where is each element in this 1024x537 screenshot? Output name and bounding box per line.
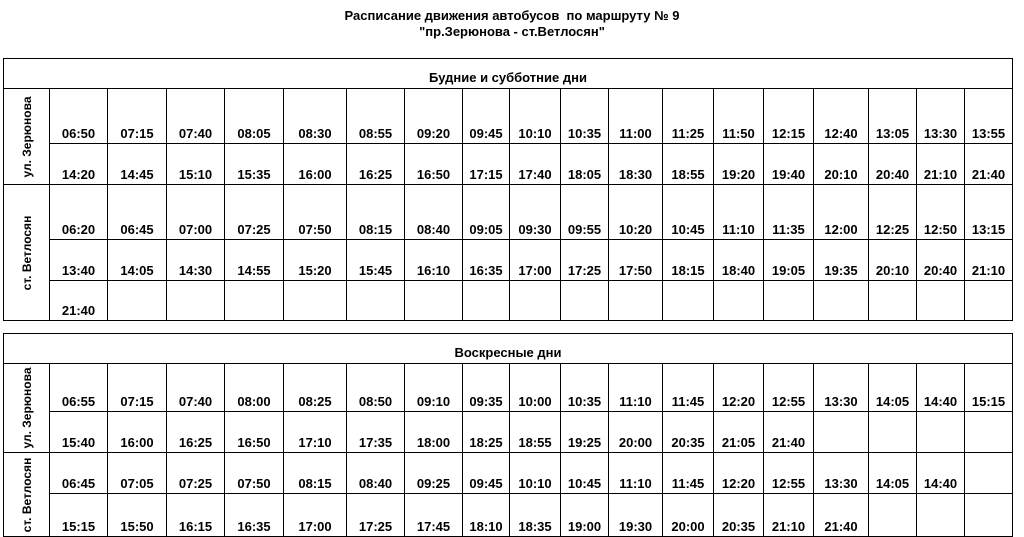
departure-time-cell: 12:20 (714, 453, 764, 494)
departure-time-cell: 18:00 (405, 412, 463, 453)
departure-time-cell (917, 281, 965, 321)
departure-time-cell (965, 281, 1013, 321)
departure-time-cell: 09:25 (405, 453, 463, 494)
stop-name: ул. Зерюнова (19, 95, 34, 178)
table-row (4, 364, 1013, 412)
departure-time-cell: 21:40 (814, 494, 869, 537)
departure-time-cell (965, 453, 1013, 494)
departure-time-cell: 15:45 (347, 240, 405, 281)
departure-time-cell: 10:35 (561, 364, 609, 412)
departure-time-cell: 17:25 (561, 240, 609, 281)
departure-time-cell (814, 412, 869, 453)
departure-time-cell: 07:15 (108, 89, 167, 144)
departure-time-cell: 18:10 (463, 494, 510, 537)
departure-time-cell: 08:15 (347, 185, 405, 240)
departure-time-cell: 17:15 (463, 144, 510, 185)
departure-time-cell (714, 281, 764, 321)
departure-time-cell: 17:35 (347, 412, 405, 453)
departure-time-cell: 20:35 (663, 412, 714, 453)
schedule-title (0, 8, 1024, 40)
departure-time-cell: 14:55 (225, 240, 284, 281)
departure-time-cell: 09:30 (510, 185, 561, 240)
departure-time-cell: 17:45 (405, 494, 463, 537)
departure-time-cell: 09:35 (463, 364, 510, 412)
departure-time-cell: 18:55 (663, 144, 714, 185)
departure-time-cell: 17:10 (284, 412, 347, 453)
schedule-table (3, 58, 1013, 537)
departure-time-cell: 17:00 (510, 240, 561, 281)
departure-time-cell: 06:45 (50, 453, 108, 494)
departure-time-cell: 13:30 (917, 89, 965, 144)
stop-name: ул. Зерюнова (19, 367, 34, 449)
departure-time-cell: 18:25 (463, 412, 510, 453)
departure-time-cell: 14:05 (869, 364, 917, 412)
departure-time-cell: 12:55 (764, 364, 814, 412)
table-row (4, 240, 1013, 281)
departure-time-cell: 08:50 (347, 364, 405, 412)
departure-time-cell: 10:20 (609, 185, 663, 240)
departure-time-cell: 09:45 (463, 453, 510, 494)
departure-time-cell (869, 494, 917, 537)
departure-time-cell: 09:05 (463, 185, 510, 240)
stop-name-cell (4, 364, 50, 453)
departure-time-cell: 18:15 (663, 240, 714, 281)
departure-time-cell: 10:10 (510, 453, 561, 494)
departure-time-cell: 09:20 (405, 89, 463, 144)
departure-time-cell: 15:15 (965, 364, 1013, 412)
departure-time-cell: 08:00 (225, 364, 284, 412)
departure-time-cell: 08:40 (347, 453, 405, 494)
departure-time-cell: 21:10 (764, 494, 814, 537)
departure-time-cell: 09:45 (463, 89, 510, 144)
departure-time-cell (869, 281, 917, 321)
departure-time-cell: 19:35 (814, 240, 869, 281)
departure-time-cell: 18:55 (510, 412, 561, 453)
departure-time-cell: 21:10 (917, 144, 965, 185)
departure-time-cell: 06:45 (108, 185, 167, 240)
departure-time-cell: 20:00 (663, 494, 714, 537)
departure-time-cell: 16:35 (463, 240, 510, 281)
departure-time-cell (347, 281, 405, 321)
departure-time-cell (225, 281, 284, 321)
departure-time-cell: 12:40 (814, 89, 869, 144)
departure-time-cell: 15:50 (108, 494, 167, 537)
departure-time-cell: 13:30 (814, 453, 869, 494)
departure-time-cell: 07:40 (167, 89, 225, 144)
departure-time-cell: 12:20 (714, 364, 764, 412)
departure-time-cell: 19:25 (561, 412, 609, 453)
departure-time-cell: 08:15 (284, 453, 347, 494)
departure-time-cell: 18:30 (609, 144, 663, 185)
stop-name: ст. Ветлосян (19, 457, 34, 532)
departure-time-cell: 16:25 (347, 144, 405, 185)
departure-time-cell: 16:35 (225, 494, 284, 537)
departure-time-cell: 07:25 (167, 453, 225, 494)
departure-time-cell (561, 281, 609, 321)
departure-time-cell (965, 412, 1013, 453)
departure-time-cell: 07:25 (225, 185, 284, 240)
departure-time-cell (917, 494, 965, 537)
departure-time-cell: 12:15 (764, 89, 814, 144)
stop-name: ст. Ветлосян (19, 215, 34, 290)
departure-time-cell: 19:30 (609, 494, 663, 537)
departure-time-cell: 15:10 (167, 144, 225, 185)
departure-time-cell: 14:30 (167, 240, 225, 281)
departure-time-cell: 13:55 (965, 89, 1013, 144)
departure-time-cell: 20:35 (714, 494, 764, 537)
departure-time-cell: 07:15 (108, 364, 167, 412)
departure-time-cell: 08:40 (405, 185, 463, 240)
departure-time-cell: 14:05 (108, 240, 167, 281)
departure-time-cell (609, 281, 663, 321)
departure-time-cell: 11:45 (663, 453, 714, 494)
departure-time-cell (965, 494, 1013, 537)
departure-time-cell: 20:40 (917, 240, 965, 281)
departure-time-cell: 18:05 (561, 144, 609, 185)
departure-time-cell: 17:40 (510, 144, 561, 185)
departure-time-cell: 17:00 (284, 494, 347, 537)
departure-time-cell (917, 412, 965, 453)
departure-time-cell: 14:40 (917, 453, 965, 494)
stop-name-cell (4, 185, 50, 321)
departure-time-cell (510, 281, 561, 321)
departure-time-cell: 08:25 (284, 364, 347, 412)
stop-name-cell (4, 453, 50, 537)
departure-time-cell: 10:00 (510, 364, 561, 412)
departure-time-cell: 12:00 (814, 185, 869, 240)
departure-time-cell: 21:05 (714, 412, 764, 453)
departure-time-cell: 15:15 (50, 494, 108, 537)
departure-time-cell: 13:05 (869, 89, 917, 144)
departure-time-cell: 20:10 (869, 240, 917, 281)
departure-time-cell: 20:10 (814, 144, 869, 185)
departure-time-cell: 21:40 (764, 412, 814, 453)
departure-time-cell: 15:35 (225, 144, 284, 185)
departure-time-cell: 14:45 (108, 144, 167, 185)
departure-time-cell: 11:00 (609, 89, 663, 144)
departure-time-cell: 14:40 (917, 364, 965, 412)
departure-time-cell: 07:50 (284, 185, 347, 240)
departure-time-cell: 13:30 (814, 364, 869, 412)
departure-time-cell: 12:25 (869, 185, 917, 240)
table-row (4, 89, 1013, 144)
departure-time-cell: 06:20 (50, 185, 108, 240)
departure-time-cell: 19:20 (714, 144, 764, 185)
departure-time-cell: 20:00 (609, 412, 663, 453)
departure-time-cell: 11:10 (609, 453, 663, 494)
departure-time-cell (108, 281, 167, 321)
departure-time-cell: 16:50 (405, 144, 463, 185)
departure-time-cell: 08:05 (225, 89, 284, 144)
departure-time-cell: 07:05 (108, 453, 167, 494)
departure-time-cell: 15:20 (284, 240, 347, 281)
departure-time-cell: 14:20 (50, 144, 108, 185)
departure-time-cell: 11:10 (714, 185, 764, 240)
table-row (4, 453, 1013, 494)
departure-time-cell: 10:45 (561, 453, 609, 494)
departure-time-cell: 06:50 (50, 89, 108, 144)
departure-time-cell (405, 281, 463, 321)
departure-time-cell: 16:00 (108, 412, 167, 453)
departure-time-cell: 16:00 (284, 144, 347, 185)
departure-time-cell: 11:45 (663, 364, 714, 412)
departure-time-cell: 11:35 (764, 185, 814, 240)
departure-time-cell: 17:50 (609, 240, 663, 281)
departure-time-cell (284, 281, 347, 321)
departure-time-cell: 11:50 (714, 89, 764, 144)
departure-time-cell: 08:30 (284, 89, 347, 144)
table-row (4, 412, 1013, 453)
departure-time-cell: 08:55 (347, 89, 405, 144)
departure-time-cell: 21:10 (965, 240, 1013, 281)
departure-time-cell: 19:05 (764, 240, 814, 281)
table-row (4, 494, 1013, 537)
departure-time-cell: 06:55 (50, 364, 108, 412)
section-spacer (4, 321, 1013, 334)
departure-time-cell: 16:25 (167, 412, 225, 453)
departure-time-cell: 19:40 (764, 144, 814, 185)
section-header: Будние и субботние дни (4, 59, 1013, 89)
departure-time-cell (869, 412, 917, 453)
table-row (4, 281, 1013, 321)
section-header: Воскресные дни (4, 334, 1013, 364)
departure-time-cell: 07:00 (167, 185, 225, 240)
departure-time-cell: 16:15 (167, 494, 225, 537)
departure-time-cell (463, 281, 510, 321)
departure-time-cell: 12:50 (917, 185, 965, 240)
departure-time-cell (764, 281, 814, 321)
departure-time-cell: 10:10 (510, 89, 561, 144)
departure-time-cell: 20:40 (869, 144, 917, 185)
departure-time-cell: 12:55 (764, 453, 814, 494)
departure-time-cell (814, 281, 869, 321)
departure-time-cell (167, 281, 225, 321)
departure-time-cell: 17:25 (347, 494, 405, 537)
table-row (4, 185, 1013, 240)
departure-time-cell: 15:40 (50, 412, 108, 453)
departure-time-cell: 10:45 (663, 185, 714, 240)
departure-time-cell: 10:35 (561, 89, 609, 144)
departure-time-cell: 13:15 (965, 185, 1013, 240)
title-line-1: Расписание движения автобусов по маршруту № 9 (344, 8, 680, 23)
departure-time-cell: 18:35 (510, 494, 561, 537)
departure-time-cell: 13:40 (50, 240, 108, 281)
departure-time-cell: 18:40 (714, 240, 764, 281)
stop-name-cell (4, 89, 50, 185)
departure-time-cell: 09:55 (561, 185, 609, 240)
departure-time-cell: 19:00 (561, 494, 609, 537)
departure-time-cell: 07:40 (167, 364, 225, 412)
table-row (4, 144, 1013, 185)
departure-time-cell: 16:50 (225, 412, 284, 453)
departure-time-cell: 07:50 (225, 453, 284, 494)
departure-time-cell: 21:40 (50, 281, 108, 321)
title-line-2: "пр.Зерюнова - ст.Ветлосян" (419, 24, 605, 39)
departure-time-cell: 14:05 (869, 453, 917, 494)
departure-time-cell: 21:40 (965, 144, 1013, 185)
departure-time-cell: 11:25 (663, 89, 714, 144)
departure-time-cell (663, 281, 714, 321)
departure-time-cell: 09:10 (405, 364, 463, 412)
departure-time-cell: 16:10 (405, 240, 463, 281)
departure-time-cell: 11:10 (609, 364, 663, 412)
